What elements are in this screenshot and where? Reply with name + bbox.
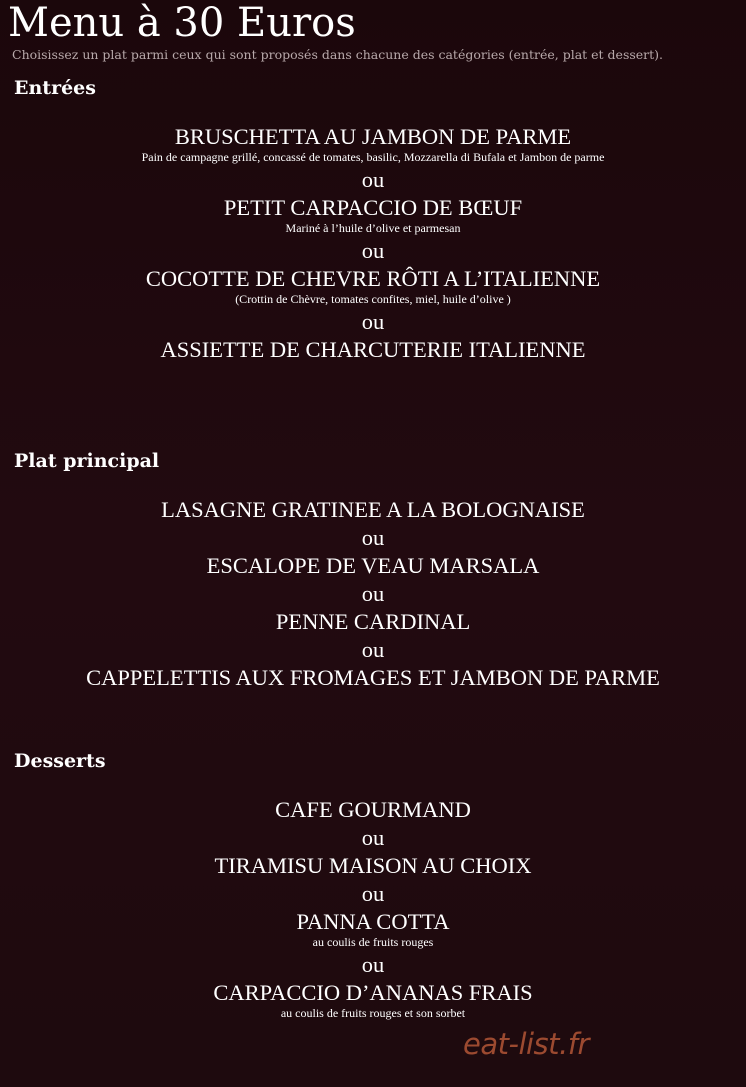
dish-name: COCOTTE DE CHEVRE RÔTI A L’ITALIENNE <box>145 266 601 291</box>
dish-description: Mariné à l’huile d’olive et parmesan <box>285 221 461 235</box>
dish-name: PENNE CARDINAL <box>275 609 471 634</box>
menu-subtitle: Choisissez un plat parmi ceux qui sont proposés dans chacune des catégories (entrée, plat et dessert). <box>12 47 664 62</box>
separator-ou: ou <box>361 525 385 550</box>
dish-name: BRUSCHETTA AU JAMBON DE PARME <box>174 124 572 149</box>
desserts-list <box>0 797 746 1021</box>
separator-ou: ou <box>361 238 385 263</box>
dish-name: CAPPELETTIS AUX FROMAGES ET JAMBON DE PARME <box>86 665 660 690</box>
separator-ou: ou <box>361 637 385 662</box>
dish-description: Pain de campagne grillé, concassé de tomates, basilic, Mozzarella di Bufala et Jambon de parme <box>141 150 605 164</box>
plats-list <box>0 497 746 691</box>
dish-name: ESCALOPE DE VEAU MARSALA <box>206 553 540 578</box>
separator-ou: ou <box>361 167 385 192</box>
section-heading-plat-principal: Plat principal <box>14 450 160 472</box>
section-heading-entrees: Entrées <box>14 77 96 99</box>
separator-ou: ou <box>361 952 385 977</box>
dish-name: LASAGNE GRATINEE A LA BOLOGNAISE <box>161 497 585 522</box>
separator-ou: ou <box>361 581 385 606</box>
separator-ou: ou <box>361 825 385 850</box>
dish-name: CAFE GOURMAND <box>275 797 471 822</box>
dish-name: PETIT CARPACCIO DE BŒUF <box>223 195 523 220</box>
watermark-logo: eat-list.fr <box>463 1027 589 1061</box>
dish-description: au coulis de fruits rouges <box>312 935 434 949</box>
dish-description: au coulis de fruits rouges et son sorbet <box>280 1006 466 1020</box>
separator-ou: ou <box>361 881 385 906</box>
dish-name: ASSIETTE DE CHARCUTERIE ITALIENNE <box>160 337 586 362</box>
separator-ou: ou <box>361 309 385 334</box>
entrees-list <box>0 124 746 363</box>
dish-description: (Crottin de Chèvre, tomates confites, miel, huile d’olive ) <box>235 292 511 306</box>
section-heading-desserts: Desserts <box>14 750 106 772</box>
dish-name: TIRAMISU MAISON AU CHOIX <box>214 853 532 878</box>
page-title: Menu à 30 Euros <box>8 0 356 46</box>
dish-name: PANNA COTTA <box>296 909 450 934</box>
dish-name: CARPACCIO D’ANANAS FRAIS <box>213 980 533 1005</box>
